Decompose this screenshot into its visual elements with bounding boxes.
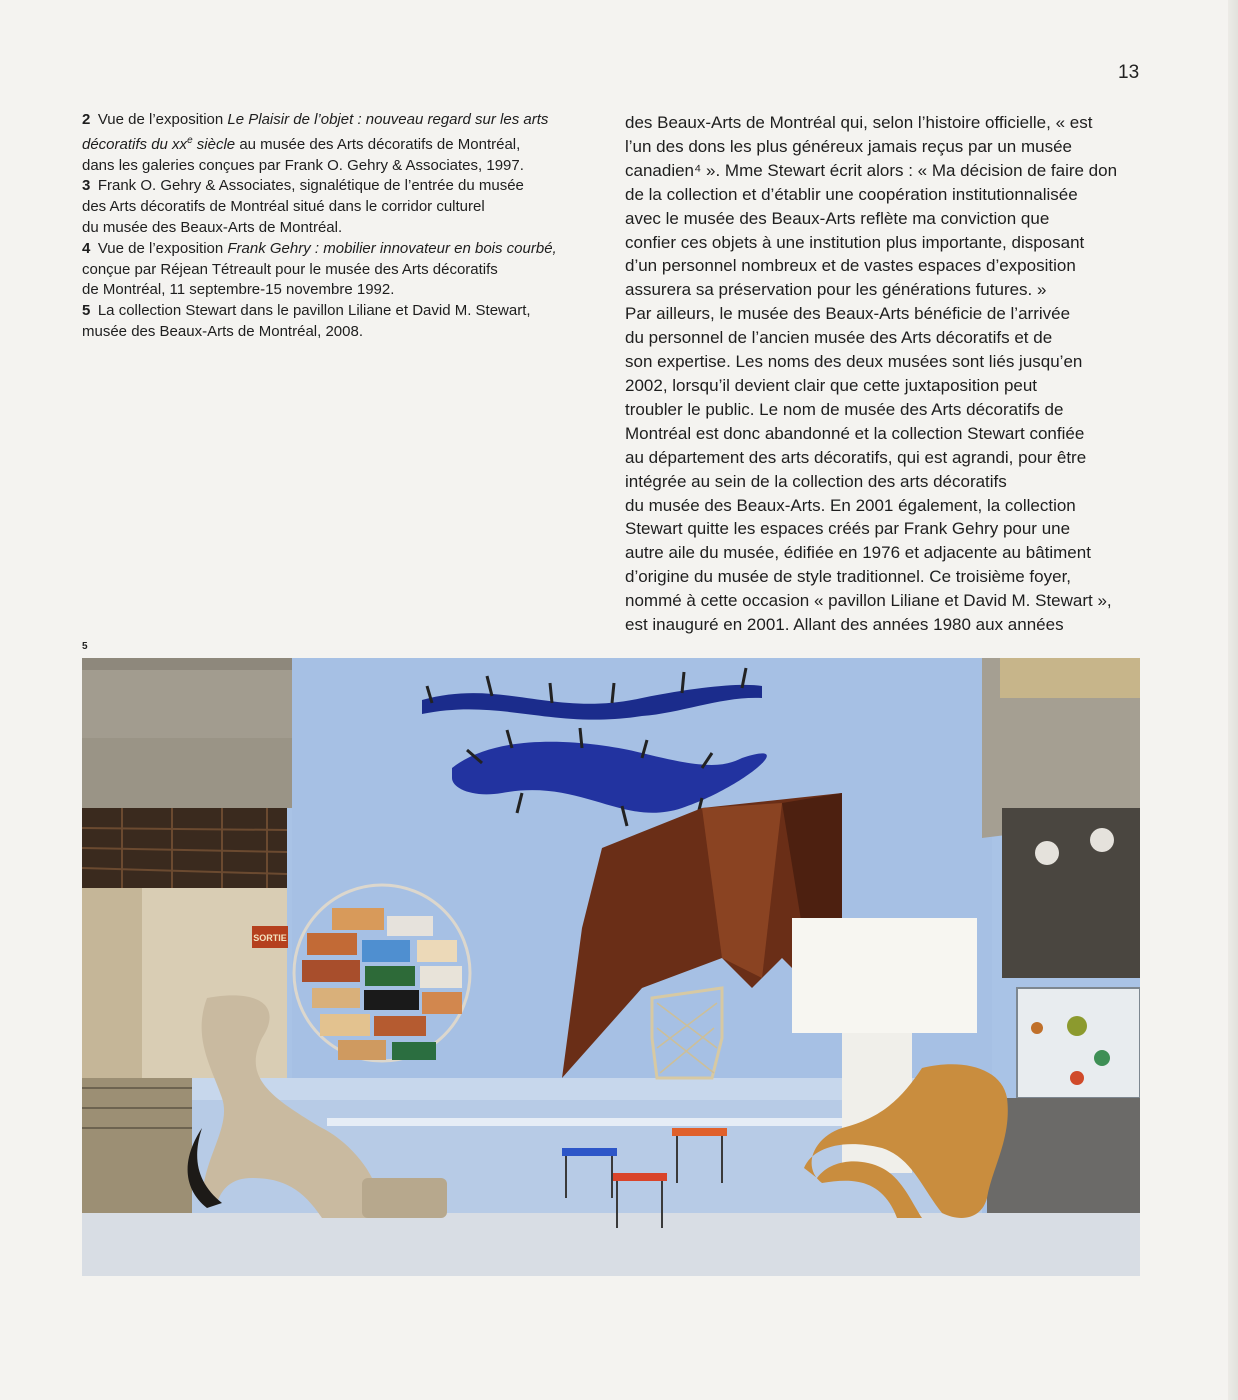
drawer bbox=[362, 940, 410, 962]
caption-text: Vue de l’exposition bbox=[97, 239, 228, 257]
caption-number: 2 bbox=[82, 111, 91, 128]
drawer bbox=[312, 988, 360, 1008]
body-line: intégrée au sein de la collection des arts décoratifs bbox=[625, 471, 1007, 491]
jewelry-item bbox=[1031, 1022, 1043, 1034]
floor-lamp-shade bbox=[792, 918, 977, 1033]
drawer bbox=[338, 1040, 386, 1060]
body-line: Par ailleurs, le musée des Beaux-Arts bénéficie de l’arrivée bbox=[625, 304, 1071, 324]
ceiling-left bbox=[82, 808, 287, 898]
drawer bbox=[387, 916, 433, 936]
stool-seat bbox=[672, 1128, 727, 1136]
spotlight-2 bbox=[1090, 828, 1114, 852]
drawer bbox=[420, 966, 462, 988]
body-line: du personnel de l’ancien musée des Arts décoratifs et de bbox=[625, 328, 1053, 348]
exit-sign-text: SORTIE bbox=[253, 933, 287, 943]
body-line: avec le musée des Beaux-Arts reflète ma conviction que bbox=[625, 208, 1050, 228]
jewelry-item bbox=[1094, 1050, 1110, 1066]
body-line: au département des arts décoratifs, qui est agrandi, pour être bbox=[625, 447, 1087, 467]
caption-text: conçue par Réjean Tétreault pour le musée des Arts décoratifs bbox=[82, 260, 498, 278]
caption-text: Frank O. Gehry & Associates, signalétique de l’entrée du musée bbox=[97, 177, 524, 195]
body-text bbox=[625, 111, 1150, 637]
page-edge bbox=[1228, 0, 1238, 1400]
gallery-floor bbox=[82, 1213, 1140, 1276]
body-line: est inauguré en 2001. Allant des années 1980 aux années bbox=[625, 615, 1064, 635]
caption-4 bbox=[82, 239, 602, 301]
jewelry-item bbox=[1070, 1071, 1084, 1085]
display-base bbox=[987, 1098, 1140, 1218]
caption-5 bbox=[82, 301, 602, 343]
body-line: d’origine du musée de style traditionnel. Ce troisième foyer, bbox=[625, 567, 1072, 587]
body-line: Stewart quitte les espaces créés par Frank Gehry pour une bbox=[625, 519, 1071, 539]
body-line: l’un des dons les plus généreux jamais reçus par un musée bbox=[625, 136, 1072, 156]
body-line: nommé à cette occasion « pavillon Liliane et David M. Stewart », bbox=[625, 591, 1112, 611]
drawer bbox=[307, 933, 357, 955]
caption-text: La collection Stewart dans le pavillon Liliane et David M. Stewart, bbox=[97, 302, 531, 320]
body-line: assurera sa préservation pour les générations futures. » bbox=[625, 280, 1047, 300]
drawer bbox=[417, 940, 457, 962]
stair-railing bbox=[82, 1078, 202, 1218]
figure-number: 5 bbox=[82, 641, 88, 652]
caption-number: 5 bbox=[82, 302, 91, 320]
body-line: troubler le public. Le nom de musée des Arts décoratifs de bbox=[625, 399, 1064, 419]
exhibition-photo-illustration bbox=[82, 658, 1140, 1276]
drawer bbox=[374, 1016, 426, 1036]
page-number: 13 bbox=[1118, 62, 1140, 83]
drawer bbox=[364, 990, 419, 1010]
drawer bbox=[422, 992, 462, 1014]
body-line: canadien⁴ ». Mme Stewart écrit alors : « Ma décision de faire don bbox=[625, 160, 1118, 180]
drawer bbox=[302, 960, 360, 982]
drawer bbox=[332, 908, 384, 930]
caption-text: Le Plaisir de l’objet : nouveau regard sur les arts bbox=[227, 111, 549, 128]
caption-text: dans les galeries conçues par Frank O. Gehry & Associates, 1997. bbox=[82, 156, 524, 174]
concrete-beam-left bbox=[82, 738, 292, 808]
caption-text: musée des Beaux-Arts de Montréal, 2008. bbox=[82, 322, 363, 340]
caption-text: de Montréal, 11 septembre-15 novembre 1992. bbox=[82, 281, 395, 299]
body-line: 2002, lorsqu’il devient clair que cette juxtaposition peut bbox=[625, 375, 1038, 395]
caption-number: 4 bbox=[82, 239, 91, 257]
caption-text: des Arts décoratifs de Montréal situé dans le corridor culturel bbox=[82, 198, 485, 216]
drawer bbox=[320, 1014, 370, 1036]
caption-text: Frank Gehry : mobilier innovateur en bois courbé, bbox=[227, 239, 557, 257]
caption-3 bbox=[82, 176, 602, 238]
caption-text: décoratifs du xx bbox=[82, 135, 188, 153]
caption-text: Vue de l’exposition bbox=[97, 111, 228, 128]
body-line: de la collection et d’établir une coopération institutionnalisée bbox=[625, 184, 1078, 204]
body-line: autre aile du musée, édifiée en 1976 et adjacente au bâtiment bbox=[625, 543, 1091, 563]
spotlight-1 bbox=[1035, 841, 1059, 865]
platform-ledge bbox=[327, 1118, 847, 1126]
left-lounge-chair-roll bbox=[362, 1178, 447, 1218]
body-line: d’un personnel nombreux et de vastes espaces d’exposition bbox=[625, 256, 1076, 276]
stool-seat bbox=[612, 1173, 667, 1181]
caption-text: e bbox=[187, 134, 193, 146]
body-line: Montréal est donc abandonné et la collection Stewart confiée bbox=[625, 423, 1085, 443]
body-line: des Beaux-Arts de Montréal qui, selon l’histoire officielle, « est bbox=[625, 113, 1093, 132]
caption-number: 3 bbox=[82, 177, 91, 195]
stool-seat bbox=[562, 1148, 617, 1156]
caption-text: au musée des Arts décoratifs de Montréal, bbox=[235, 135, 521, 153]
exhibition-photo bbox=[82, 658, 1140, 1276]
figure-captions bbox=[82, 110, 602, 343]
concrete-edge-left bbox=[82, 658, 292, 670]
caption-2 bbox=[82, 110, 602, 176]
body-line: son expertise. Les noms des deux musées sont liés jusqu’en bbox=[625, 352, 1083, 372]
ceiling-right bbox=[1002, 808, 1140, 978]
painting-right bbox=[1000, 658, 1140, 698]
drawer bbox=[392, 1042, 436, 1060]
body-line: confier ces objets à une institution plus importante, disposant bbox=[625, 232, 1085, 252]
caption-text: du musée des Beaux-Arts de Montréal. bbox=[82, 218, 343, 236]
jewelry-item bbox=[1067, 1016, 1087, 1036]
body-line: du musée des Beaux-Arts. En 2001 également, la collection bbox=[625, 495, 1076, 515]
caption-text: siècle bbox=[192, 135, 236, 153]
drawer bbox=[365, 966, 415, 986]
